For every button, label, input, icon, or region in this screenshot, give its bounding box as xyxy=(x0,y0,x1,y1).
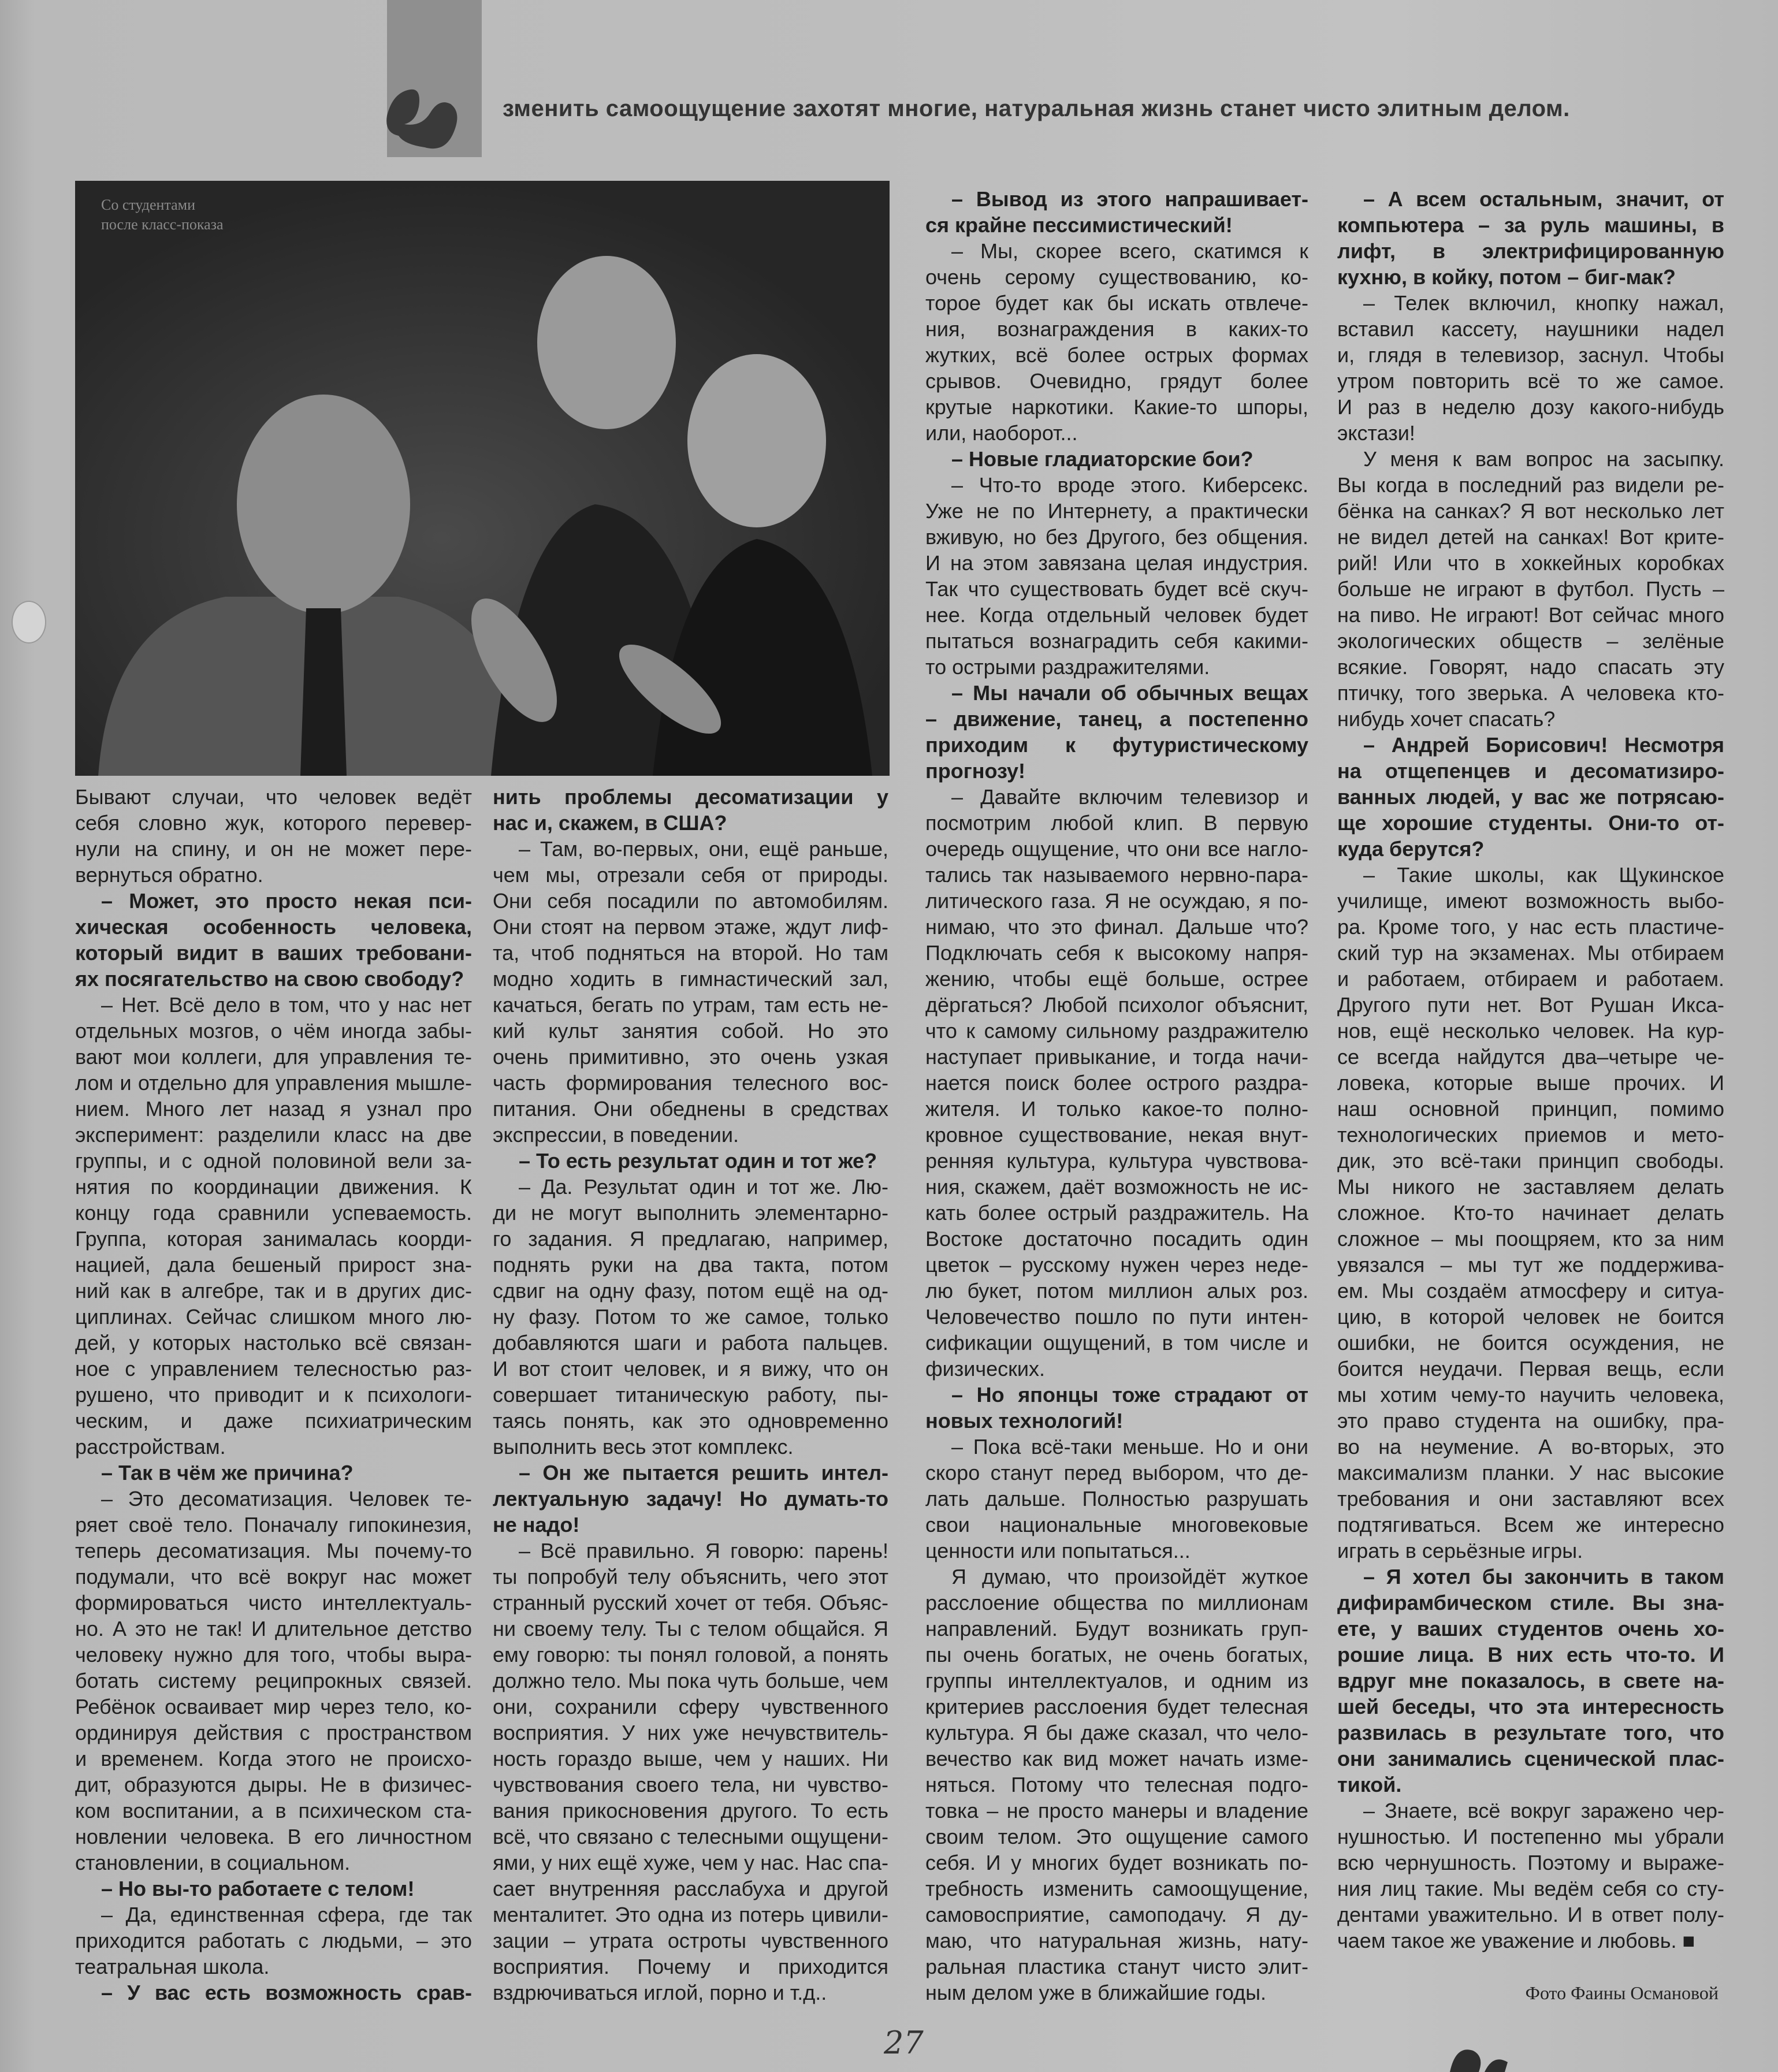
text-line: рушено, что приводит и к психологи- xyxy=(75,1383,472,1407)
text-line: пытаться вознаградить себя какими- xyxy=(925,629,1308,653)
text-line: пы очень богатых, не очень богатых, xyxy=(925,1643,1308,1666)
text-line: ния, скажем, даёт возможность не ис- xyxy=(925,1175,1308,1199)
text-line: ность гораздо выше, чем у наших. Ни xyxy=(493,1747,888,1770)
question-line: вдруг мне показалось, в свете на- xyxy=(1337,1669,1724,1692)
text-line: Группа, которая занималась коорди- xyxy=(75,1227,472,1251)
question-line: они занимались сценической плас- xyxy=(1337,1747,1724,1770)
question-line: – Мы начали об обычных вещах xyxy=(951,681,1308,705)
text-line: – Это десоматизация. Человек те- xyxy=(101,1487,472,1511)
page-number: 27 xyxy=(884,2025,924,2061)
text-line: на пиво. Не играют! Вот сейчас много xyxy=(1337,603,1724,627)
text-line: – Всё правильно. Я говорю: парень! xyxy=(519,1539,888,1563)
text-line: Вы когда в последний раз видели ре- xyxy=(1337,473,1724,497)
text-line: торое будет как бы искать отвлече- xyxy=(925,291,1308,315)
text-line: наступает привыкание, и тогда начи- xyxy=(925,1045,1308,1069)
text-line: срывов. Очевидно, грядут более xyxy=(925,369,1308,393)
text-line: вживую, но без Другого, без общения. xyxy=(925,525,1308,549)
text-line: во на неумение. А во-вторых, это xyxy=(1337,1435,1724,1459)
text-line: кровное существование, некая внут- xyxy=(925,1123,1308,1147)
text-line: максимализм планки. У нас высокие xyxy=(1337,1461,1724,1485)
question-line: – Но вы-то работаете с телом! xyxy=(101,1877,415,1900)
text-line: дёргаться? Любой психолог объяснит, xyxy=(925,993,1308,1017)
text-line: – Да, единственная сфера, где так xyxy=(101,1903,472,1926)
text-line: нибудь хочет спасать? xyxy=(1337,707,1556,731)
text-line: нацией, дала бешеный прирост зна- xyxy=(75,1253,472,1277)
text-line: всё, что связано с телесными ощущени- xyxy=(493,1825,888,1848)
text-line: и работаем, отбираем и работаем. xyxy=(1337,967,1724,991)
question-line: не надо! xyxy=(493,1513,580,1537)
question-line: лектуальную задачу! Но думать-то xyxy=(493,1487,888,1511)
text-line: ческим, и даже психиатрическим xyxy=(75,1409,472,1433)
text-line: ни своему телу. Ты с телом общайся. Я xyxy=(493,1617,888,1641)
text-line: ценности или попытаться... xyxy=(925,1539,1191,1563)
text-line: У меня к вам вопрос на засыпку. xyxy=(1363,447,1724,471)
text-line: ский тур на экзаменах. Мы отбираем xyxy=(1337,941,1724,965)
text-line: культура. Я бы даже сказал, что чело- xyxy=(925,1721,1308,1744)
question-line: – Но японцы тоже страдают от xyxy=(951,1383,1308,1407)
question-line: – А всем остальным, значит, от xyxy=(1363,187,1724,211)
text-line: то острыми раздражителями. xyxy=(925,655,1210,679)
question-line: ях посягательство на свою свободу? xyxy=(75,967,464,991)
question-line: – Он же пытается решить интел- xyxy=(519,1461,888,1485)
question-line: – У вас есть возможность срав- xyxy=(101,1981,472,2004)
text-line: должно тело. Мы пока чуть больше, чем xyxy=(493,1669,888,1692)
text-line: часть формирования телесного вос- xyxy=(493,1071,888,1095)
text-line: физических. xyxy=(925,1357,1045,1381)
text-line: – Телек включил, кнопку нажал, xyxy=(1363,291,1724,315)
text-line: расстройствам. xyxy=(75,1435,226,1459)
question-line: куда берутся? xyxy=(1337,837,1485,861)
question-line: – Новые гладиаторские бои? xyxy=(951,447,1253,471)
text-line: – Такие школы, как Щукинское xyxy=(1363,863,1724,887)
text-line: подтягиваться. Всем же интересно xyxy=(1337,1513,1724,1537)
text-line: зации – утрата остроты чувственного xyxy=(493,1929,888,1952)
text-line: И вот стоит человек, и я вижу, что он xyxy=(493,1357,888,1381)
text-line: становлении, в социальном. xyxy=(75,1851,351,1874)
text-line: Они стоят на первом этаже, ждут лиф- xyxy=(493,915,888,939)
text-line: ренняя культура, культура чувствова- xyxy=(925,1149,1308,1173)
text-line: ты попробуй телу объяснить, чего этот xyxy=(493,1565,888,1589)
text-line: И раз в неделю дозу какого-нибудь xyxy=(1337,395,1724,419)
text-line: требования и они заставляют всех xyxy=(1337,1487,1724,1511)
text-line: себя словно жук, которого перевер- xyxy=(75,811,472,835)
question-line: нас и, скажем, в США? xyxy=(493,811,727,835)
text-line: ряет своё тело. Поначалу гипокинезия, xyxy=(75,1513,472,1537)
text-line: чаем такое же уважение и любовь. ■ xyxy=(1337,1929,1695,1952)
question-line: – Андрей Борисович! Несмотря xyxy=(1363,733,1724,757)
question-line: который видит в ваших требовани- xyxy=(75,941,472,965)
question-line: – То есть результат один и тот же? xyxy=(519,1149,877,1173)
text-line: го задания. Я предлагаю, например, xyxy=(493,1227,888,1251)
text-line: дик, это всё-таки принцип свободы. xyxy=(1337,1149,1724,1173)
question-line: рошие лица. В них есть что-то. И xyxy=(1337,1643,1724,1666)
text-line: ошибки, не боится осуждения, не xyxy=(1337,1331,1724,1355)
text-line: маю, что натуральная жизнь, нату- xyxy=(925,1929,1308,1952)
text-line: крутые наркотики. Какие-то шпоры, xyxy=(925,395,1308,419)
question-line: тикой. xyxy=(1337,1773,1402,1796)
text-line: очень примитивно, это очень узкая xyxy=(493,1045,888,1069)
question-line: ванных людей, у вас же потрясаю- xyxy=(1337,785,1724,809)
text-line: бёнка на санках? Я вот несколько лет xyxy=(1337,499,1724,523)
photo-credit: Фото Фаины Османовой xyxy=(1525,1982,1719,2003)
text-line: – Там, во-первых, они, ещё раньше, xyxy=(519,837,888,861)
text-line: таясь понять, как это одновременно xyxy=(493,1409,888,1433)
text-line: Востоке достаточно посадить один xyxy=(925,1227,1308,1251)
text-line: нятия по координации движения. К xyxy=(75,1175,472,1199)
text-line: боится неудачи. Первая вещь, если xyxy=(1337,1357,1724,1381)
text-line: эксперимент: разделили класс на две xyxy=(75,1123,472,1147)
text-line: посмотрим любой клип. В первую xyxy=(925,811,1308,835)
text-line: очень серому существованию, ко- xyxy=(925,265,1308,289)
text-line: циплинах. Сейчас слишком много лю- xyxy=(75,1305,472,1329)
text-line: группы, и с одной половиной вели за- xyxy=(75,1149,472,1173)
drop-cap-logo-icon xyxy=(381,81,497,156)
text-line: ным делом уже в ближайшие годы. xyxy=(925,1981,1266,2004)
text-line: утром повторить всё то же самое. xyxy=(1337,369,1724,393)
text-line: лом и отдельно для управления мышле- xyxy=(75,1071,472,1095)
question-line: – Вывод из этого напрашивает- xyxy=(951,187,1308,211)
text-line: ему говорю: ты понял головой, а понять xyxy=(493,1643,888,1666)
text-line: чувствования своего тела, ни чувство- xyxy=(493,1773,888,1796)
text-line: ем. Мы создаём атмосферу и ситуа- xyxy=(1337,1279,1724,1303)
text-line: направлений. Будут возникать груп- xyxy=(925,1617,1308,1641)
text-line: приходится работать с людьми, – это xyxy=(75,1929,472,1952)
photo-image xyxy=(75,181,890,776)
caption-line: Со студентами xyxy=(101,196,196,213)
text-line: – Мы, скорее всего, скатимся к xyxy=(951,239,1308,263)
text-line: ком воспитании, а в психическом ста- xyxy=(75,1799,472,1822)
text-line: играть в серьёзные игры. xyxy=(1337,1539,1583,1563)
text-line: это право студента на ошибку, пра- xyxy=(1337,1409,1724,1433)
question-line: хическая особенность человека, xyxy=(75,915,472,939)
question-line: компьютера – за руль машины, в xyxy=(1337,213,1724,237)
text-line: птичку, того зверька. А человека кто- xyxy=(1337,681,1724,705)
question-line: на отщепенцев и десоматизиро- xyxy=(1337,759,1724,783)
text-line: нов, ещё несколько человек. На кур- xyxy=(1337,1019,1724,1043)
text-line: Подключать себя к высокому напря- xyxy=(925,941,1308,965)
question-line: дифирамбическом стиле. Вы зна- xyxy=(1337,1591,1724,1615)
magazine-logo-fragment-icon xyxy=(1438,2039,1513,2072)
text-line: – Нет. Всё дело в том, что у нас нет xyxy=(101,993,472,1017)
text-line: жутких, всё более острых формах xyxy=(925,343,1308,367)
text-line: тались так называемого нервно-пара- xyxy=(925,863,1308,887)
text-line: очередь ощущение, что они все нагло- xyxy=(925,837,1308,861)
question-line: – Так в чём же причина? xyxy=(101,1461,354,1485)
text-line: себя. И у многих будет возникать по- xyxy=(925,1851,1308,1874)
text-line: цветок – русскому нужен через неде- xyxy=(925,1253,1308,1277)
text-line: критериев расслоения будет телесная xyxy=(925,1695,1308,1718)
text-line: Человечество пошло по пути интен- xyxy=(925,1305,1308,1329)
article-column-2 xyxy=(493,784,888,2006)
text-line: вания прикосновения другого. То есть xyxy=(493,1799,888,1822)
text-line: теперь десоматизация. Мы почему-то xyxy=(75,1539,472,1563)
text-line: – Да. Результат один и тот же. Лю- xyxy=(519,1175,888,1199)
text-line: ное с управлением телесностью раз- xyxy=(75,1357,472,1381)
text-line: Ребёнок осваивает мир через тело, ко- xyxy=(75,1695,472,1718)
text-line: театральная школа. xyxy=(75,1955,270,1978)
text-line: увязался – мы тут же поддержива- xyxy=(1337,1253,1724,1277)
text-line: требность изменить самоощущение, xyxy=(925,1877,1308,1900)
text-line: питания. Они обеднены в средствах xyxy=(493,1097,888,1121)
question-line: – Может, это просто некая пси- xyxy=(101,889,472,913)
text-line: группы интеллектуалов, и одним из xyxy=(925,1669,1308,1692)
text-line: мы хотим чему-то научить человека, xyxy=(1337,1383,1724,1407)
question-line: – движение, танец, а постепенно xyxy=(925,707,1308,731)
text-line: своим телом. Это ощущение самого xyxy=(925,1825,1308,1848)
text-line: – Пока всё-таки меньше. Но и они xyxy=(951,1435,1308,1459)
text-line: совершает титаническую работу, пы- xyxy=(493,1383,888,1407)
text-line: – Знаете, всё вокруг заражено чер- xyxy=(1363,1799,1724,1822)
question-line: ся крайне пессимистический! xyxy=(925,213,1233,237)
question-line: лифт, в электрифицированную xyxy=(1337,239,1724,263)
text-line: ния лиц такие. Мы ведём себя со сту- xyxy=(1337,1877,1724,1900)
question-line: кухню, в койку, потом – биг-мак? xyxy=(1337,265,1676,289)
text-line: технологических приемов и мето- xyxy=(1337,1123,1724,1147)
text-line: вают мои коллеги, для управления те- xyxy=(75,1045,472,1069)
question-line: нить проблемы десоматизации у xyxy=(493,785,888,809)
question-line: – Я хотел бы закончить в таком xyxy=(1363,1565,1724,1589)
text-line: но. А это не так! И длительное детство xyxy=(75,1617,472,1641)
text-line: литического газа. Я не осуждаю, я по- xyxy=(925,889,1308,913)
question-line: ще хорошие студенты. Они-то от- xyxy=(1337,811,1724,835)
text-line: они, сохранили сферу чувственного xyxy=(493,1695,888,1718)
text-line: Уже не по Интернету, а практически xyxy=(925,499,1308,523)
question-line: прогнозу! xyxy=(925,759,1025,783)
question-line: ете, у ваших студентов очень хо- xyxy=(1337,1617,1724,1641)
text-line: кать более острый раздражитель. На xyxy=(925,1201,1308,1225)
text-line: вздрючиваться иглой, порно и т.д.. xyxy=(493,1981,827,2004)
text-line: качаться, бегать по утрам, там есть не- xyxy=(493,993,888,1017)
text-line: вечество как вид может начать изме- xyxy=(925,1747,1308,1770)
text-line: ями, у них ещё хуже, чем у нас. Нас спа- xyxy=(493,1851,888,1874)
text-line: жению, чтобы ещё больше, острее xyxy=(925,967,1308,991)
text-line: восприятия. Почему и приходится xyxy=(493,1955,888,1978)
text-line: Другого пути нет. Вот Рушан Икса- xyxy=(1337,993,1724,1017)
question-line: шей беседы, что эта интересность xyxy=(1337,1695,1724,1718)
text-line: больше не играют в футбол. Пусть – xyxy=(1337,577,1724,601)
text-line: формироваться чисто интеллектуаль- xyxy=(75,1591,472,1615)
text-line: нули на спину, и он не может пере- xyxy=(75,837,472,861)
text-line: новлении человека. В его личностном xyxy=(75,1825,472,1848)
text-line: нием. Много лет назад я узнал про xyxy=(75,1097,472,1121)
text-line: свои национальные многовековые xyxy=(925,1513,1308,1537)
text-line: наш основной принцип, помимо xyxy=(1337,1097,1724,1121)
text-line: нается поиск более острого раздра- xyxy=(925,1071,1308,1095)
text-line: лать дальше. Полностью разрушать xyxy=(925,1487,1308,1511)
punch-hole xyxy=(12,601,46,643)
text-line: экстази! xyxy=(1337,421,1415,445)
text-line: та, чтоб подняться на второй. Но там xyxy=(493,941,888,965)
text-line: кий культ занятия собой. Но это xyxy=(493,1019,888,1043)
text-line: ботать систему реципрокных связей. xyxy=(75,1669,472,1692)
question-line: развилась в результате того, что xyxy=(1337,1721,1724,1744)
headline-quote: зменить самоощущение захотят многие, натуральная жизнь станет чисто элитным делом. xyxy=(503,96,1570,121)
text-line: добавляются шаги и работа пальцев. xyxy=(493,1331,888,1355)
text-line: сает внутренняя расслабуха и другой xyxy=(493,1877,888,1900)
text-line: нушностью. И постепенно мы убрали xyxy=(1337,1825,1724,1848)
text-line: – Давайте включим телевизор и xyxy=(951,785,1308,809)
text-line: нимаю, что это финал. Дальше что? xyxy=(925,915,1308,939)
text-line: поднять руки на два такта, потом xyxy=(493,1253,888,1277)
text-line: выполнить весь этот комплекс. xyxy=(493,1435,794,1459)
text-line: се всегда найдутся два–четыре че- xyxy=(1337,1045,1724,1069)
text-line: что к самому сильному раздражителю xyxy=(925,1019,1308,1043)
text-line: всякие. Говорят, надо спасать эту xyxy=(1337,655,1724,679)
text-line: ловека, которые выше прочих. И xyxy=(1337,1071,1724,1095)
text-line: отдельных мозгов, о чём иногда забы- xyxy=(75,1019,472,1043)
text-line: ний как в алгебре, так и в других дис- xyxy=(75,1279,472,1303)
text-line: сложное – мы поощряем, кто за ним xyxy=(1337,1227,1724,1251)
text-line: Мы никого не заставляем делать xyxy=(1337,1175,1724,1199)
article-column-4 xyxy=(1337,186,1724,1954)
text-line: дит, образуются дыры. Не в физичес- xyxy=(75,1773,472,1796)
text-line: менталитет. Это одна из потерь цивили- xyxy=(493,1903,888,1926)
text-line: ра. Кроме того, у нас есть пластиче- xyxy=(1337,915,1724,939)
text-line: нее. Когда отдельный человек будет xyxy=(925,603,1308,627)
text-line: странный русский хочет от тебя. Объяс- xyxy=(493,1591,888,1615)
article-column-3 xyxy=(925,186,1308,2006)
text-line: дей, у которых настолько всё связан- xyxy=(75,1331,472,1355)
text-line: и временем. Когда этого не происхо- xyxy=(75,1747,472,1770)
text-line: расслоение общества по миллионам xyxy=(925,1591,1308,1615)
text-line: или, наоборот... xyxy=(925,421,1078,445)
text-line: скоро станут перед выбором, что де- xyxy=(925,1461,1308,1485)
text-line: сложное. Кто-то начинает делать xyxy=(1337,1201,1724,1225)
article-photo xyxy=(75,181,890,776)
text-line: вставил кассету, наушники надел xyxy=(1337,317,1724,341)
text-line: рий! Или что в хоккейных коробках xyxy=(1337,551,1724,575)
text-line: концу года сравнили успеваемость. xyxy=(75,1201,472,1225)
text-line: Так что существовать будет всё скуч- xyxy=(925,577,1308,601)
text-line: самовосприятие, самоподачу. Я ду- xyxy=(925,1903,1308,1926)
text-line: Я думаю, что произойдёт жуткое xyxy=(951,1565,1308,1589)
text-line: училище, имеют возможность выбо- xyxy=(1337,889,1724,913)
text-line: человеку нужно для того, чтобы выра- xyxy=(75,1643,472,1666)
text-line: лю букет, потом миллион алых роз. xyxy=(925,1279,1308,1303)
text-line: товка – не просто манеры и владение xyxy=(925,1799,1308,1822)
text-line: вернуться обратно. xyxy=(75,863,263,887)
text-line: дентами уважительно. И в ответ полу- xyxy=(1337,1903,1724,1926)
text-line: цию, в которой человек не боится xyxy=(1337,1305,1724,1329)
text-line: не видел детей на санках! Вот крите- xyxy=(1337,525,1724,549)
text-line: няться. Потому что телесная подго- xyxy=(925,1773,1308,1796)
text-line: чем мы, отрезали себя от природы. xyxy=(493,863,888,887)
text-line: ну фазу. Потом то же самое, только xyxy=(493,1305,888,1329)
text-line: – Что-то вроде этого. Киберсекс. xyxy=(951,473,1308,497)
text-line: И на этом завязана целая индустрия. xyxy=(925,551,1308,575)
text-line: экспрессии, в поведении. xyxy=(493,1123,739,1147)
caption-line: после класс-показа xyxy=(101,216,224,233)
text-line: экологических обществ – зелёные xyxy=(1337,629,1724,653)
text-line: сдвиг на одну фазу, потом ещё на од- xyxy=(493,1279,888,1303)
text-line: ординируя действия с пространством xyxy=(75,1721,472,1744)
text-line: ральная пластика станут чисто элит- xyxy=(925,1955,1308,1978)
text-line: восприятия. У них уже нечувствитель- xyxy=(493,1721,888,1744)
text-line: и, глядя в телевизор, заснул. Чтобы xyxy=(1337,343,1724,367)
text-line: жителя. И только какое-то полно- xyxy=(925,1097,1308,1121)
text-line: Бывают случаи, что человек ведёт xyxy=(75,785,472,809)
text-line: подумали, что всё вокруг нас может xyxy=(75,1565,472,1589)
text-line: модно ходить в гимнастический зал, xyxy=(493,967,888,991)
text-line: Они себя посадили по автомобилям. xyxy=(493,889,888,913)
photo-caption xyxy=(101,195,224,235)
text-line: ди не могут выполнить элементарно- xyxy=(493,1201,888,1225)
question-line: новых технологий! xyxy=(925,1409,1124,1433)
question-line: приходим к футуристическому xyxy=(925,733,1308,757)
text-line: сификации ощущений, в том числе и xyxy=(925,1331,1308,1355)
text-line: всю чернушность. Поэтому и выраже- xyxy=(1337,1851,1724,1874)
text-line: ния, вознаграждения в каких-то xyxy=(925,317,1308,341)
article-column-1 xyxy=(75,784,472,2006)
